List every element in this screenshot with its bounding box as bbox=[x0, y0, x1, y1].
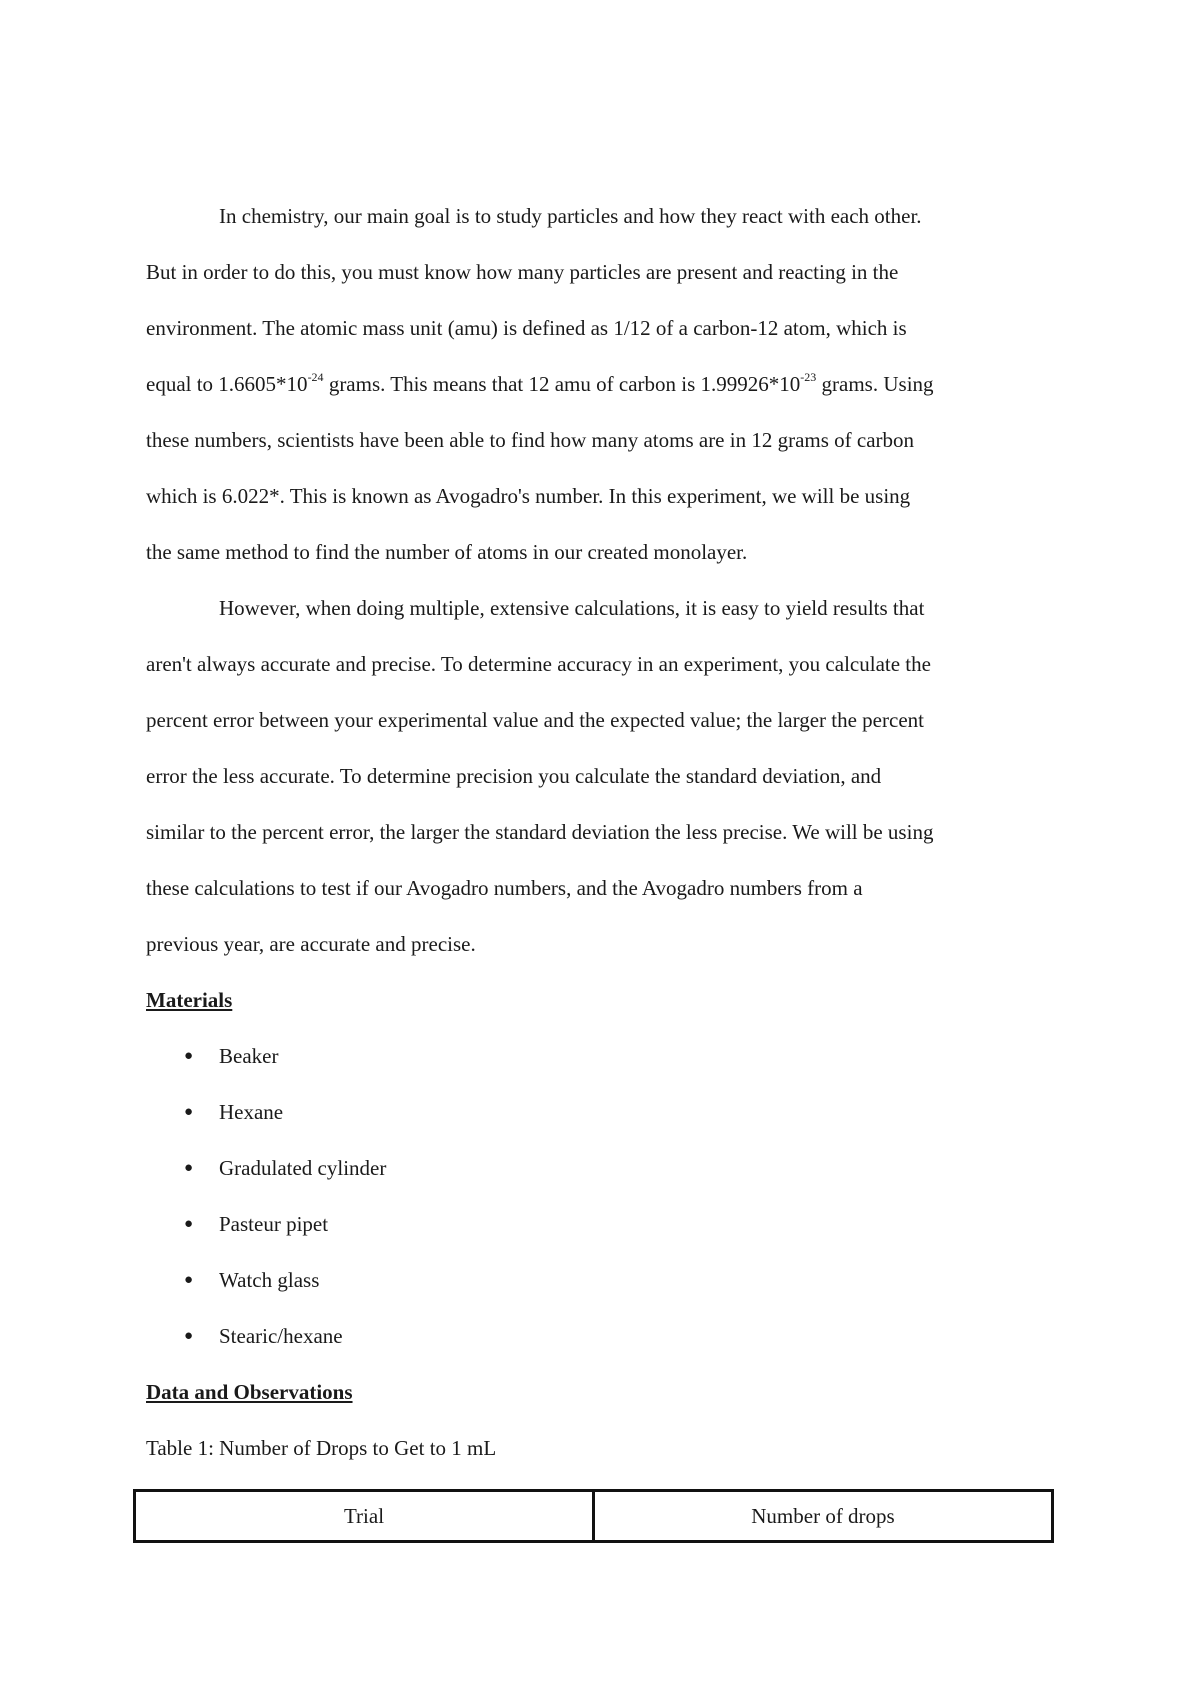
bullet-icon: ● bbox=[184, 1048, 194, 1064]
drops-table bbox=[133, 1489, 1054, 1543]
intro-line-4-part-b: grams. This means that 12 amu of carbon is 1.99926*10 bbox=[323, 372, 801, 396]
intro-line-2: But in order to do this, you must know how many particles are present and reacting in the bbox=[146, 260, 899, 284]
para2-line-1: However, when doing multiple, extensive calculations, it is easy to yield results that bbox=[219, 596, 925, 620]
bullet-icon: ● bbox=[184, 1104, 194, 1120]
intro-line-6: which is 6.022*. This is known as Avogadro's number. In this experiment, we will be using bbox=[146, 484, 911, 508]
material-item: Stearic/hexane bbox=[219, 1324, 343, 1348]
table-header-trial: Trial bbox=[135, 1491, 594, 1542]
exponent-2: -23 bbox=[800, 370, 817, 384]
intro-line-1: In chemistry, our main goal is to study particles and how they react with each other. bbox=[219, 204, 922, 228]
table-header-row bbox=[135, 1491, 1053, 1542]
materials-heading: Materials bbox=[146, 988, 233, 1012]
intro-line-4 bbox=[146, 370, 934, 398]
material-item: Pasteur pipet bbox=[219, 1212, 329, 1236]
intro-line-5: these numbers, scientists have been able to find how many atoms are in 12 grams of carbon bbox=[146, 428, 915, 452]
para2-line-3: percent error between your experimental value and the expected value; the larger the percent bbox=[146, 708, 924, 732]
bullet-icon: ● bbox=[184, 1160, 194, 1176]
material-item: Watch glass bbox=[219, 1268, 320, 1292]
intro-line-4-part-a: equal to 1.6605*10 bbox=[146, 372, 308, 396]
table-header-number-of-drops: Number of drops bbox=[594, 1491, 1053, 1542]
bullet-icon: ● bbox=[184, 1328, 194, 1344]
bullet-icon: ● bbox=[184, 1272, 194, 1288]
data-observations-heading: Data and Observations bbox=[146, 1380, 353, 1404]
para2-line-6: these calculations to test if our Avogadro numbers, and the Avogadro numbers from a bbox=[146, 876, 863, 900]
intro-line-7: the same method to find the number of atoms in our created monolayer. bbox=[146, 540, 748, 564]
material-item: Beaker bbox=[219, 1044, 279, 1068]
bullet-icon: ● bbox=[184, 1216, 194, 1232]
exponent-1: -24 bbox=[307, 370, 324, 384]
material-item: Gradulated cylinder bbox=[219, 1156, 387, 1180]
para2-line-7: previous year, are accurate and precise. bbox=[146, 932, 476, 956]
intro-line-4-part-c: grams. Using bbox=[816, 372, 934, 396]
material-item: Hexane bbox=[219, 1100, 284, 1124]
para2-line-2: aren't always accurate and precise. To determine accuracy in an experiment, you calculate the bbox=[146, 652, 931, 676]
para2-line-4: error the less accurate. To determine precision you calculate the standard deviation, and bbox=[146, 764, 882, 788]
table1-caption: Table 1: Number of Drops to Get to 1 mL bbox=[146, 1436, 497, 1460]
intro-line-3: environment. The atomic mass unit (amu) is defined as 1/12 of a carbon-12 atom, which is bbox=[146, 316, 907, 340]
para2-line-5: similar to the percent error, the larger the standard deviation the less precise. We will be using bbox=[146, 820, 934, 844]
